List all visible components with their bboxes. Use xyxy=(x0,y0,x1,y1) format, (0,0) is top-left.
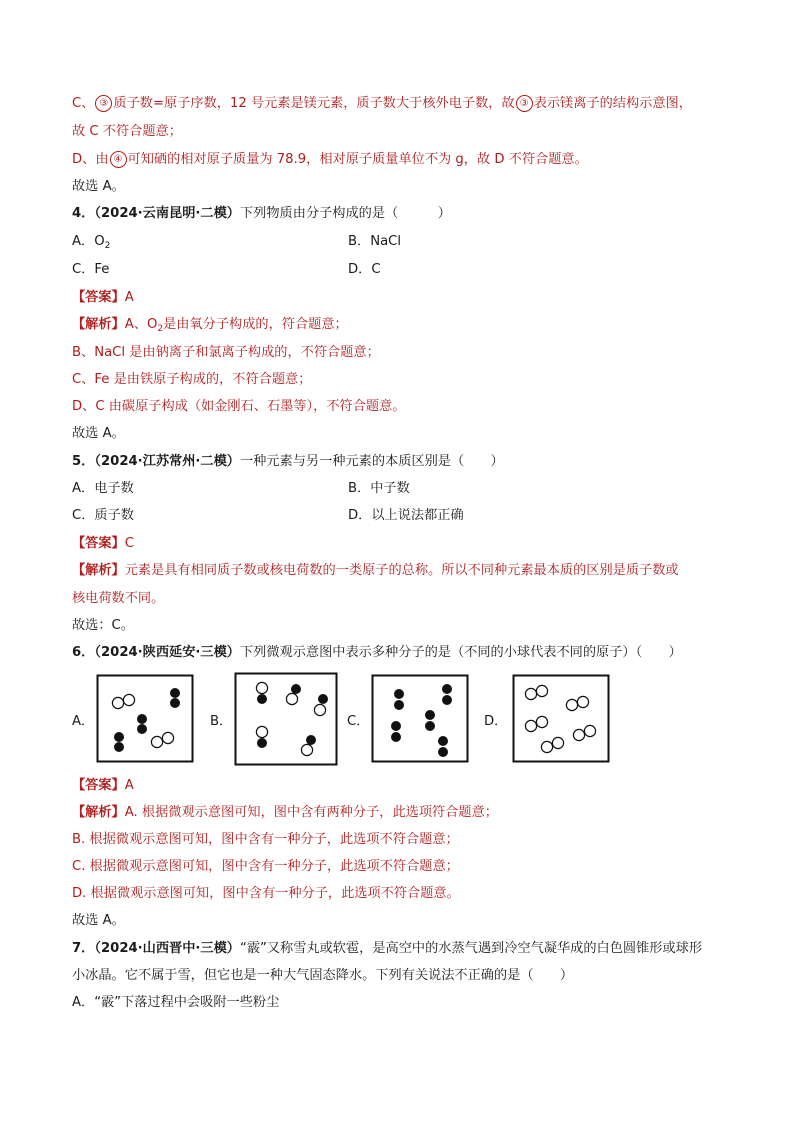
q4-answer: 【答案】A xyxy=(72,290,134,305)
q6-diagram-b xyxy=(234,672,338,766)
circled-three: ③ xyxy=(516,95,533,112)
q5-stem: 5．（2024·江苏常州·二模）一种元素与另一种元素的本质区别是（ ） xyxy=(72,454,504,469)
q4-analysis-line2: B、NaCl 是由钠离子和氯离子构成的，不符合题意； xyxy=(72,345,380,360)
prev-analysis-c-line2: 故 C 不符合题意； xyxy=(72,124,182,139)
q7-stem-line2: 小冰晶。它不属于雪，但它也是一种大气固态降水。下列有关说法不正确的是（ ） xyxy=(72,968,574,983)
q6-figure-c-label: C． xyxy=(347,714,370,729)
q6-analysis-line4: D. 根据微观示意图可知，图中含有一种分子，此选项不符合题意。 xyxy=(72,886,460,901)
q4-option-a: A．$O_2$ xyxy=(72,234,111,251)
q6-diagram-d xyxy=(512,674,610,764)
q6-answer: 【答案】A xyxy=(72,778,134,793)
q6-figure-b-label: B． xyxy=(210,714,233,729)
q5-option-c: C．质子数 xyxy=(72,508,134,523)
q5-option-d: D．以上说法都正确 xyxy=(348,508,464,523)
q4-analysis-line3: C、Fe 是由铁原子构成的，不符合题意； xyxy=(72,372,312,387)
circled-four: ④ xyxy=(110,151,127,168)
q5-option-a: A．电子数 xyxy=(72,481,134,496)
q7-option-a: A．“霰”下落过程中会吸附一些粉尘 xyxy=(72,995,280,1010)
q5-analysis-line2: 核电荷数不同。 xyxy=(72,591,165,606)
q6-analysis-line2: B. 根据微观示意图可知，图中含有一种分子，此选项不符合题意； xyxy=(72,832,459,847)
q6-figure-d xyxy=(484,674,614,764)
q6-analysis-line1: 【解析】A. 根据微观示意图可知，图中含有两种分子，此选项符合题意； xyxy=(72,805,498,820)
q6-figure-b xyxy=(210,674,340,764)
q6-stem: 6．（2024·陕西延安·三模）下列微观示意图中表示多种分子的是（不同的小球代表不同的原子）（ ） xyxy=(72,645,682,660)
q4-option-d: D．C xyxy=(348,262,381,277)
q6-analysis-line3: C. 根据微观示意图可知，图中含有一种分子，此选项不符合题意； xyxy=(72,859,459,874)
q6-figure-a xyxy=(72,674,197,764)
q4-analysis-line1: 【解析】A、$O_2$是由氧分子构成的，符合题意； xyxy=(72,317,348,334)
q6-diagram-a xyxy=(96,674,194,764)
circled-three: ③ xyxy=(95,95,112,112)
q5-analysis-line1: 【解析】元素是具有相同质子数或核电荷数的一类原子的总称。所以不同种元素最本质的区别是质子数或 xyxy=(72,563,679,578)
prev-analysis-d-line: D、由 ④ 可知硒的相对原子质量为 78.9，相对原子质量单位不为 g，故 D 不符合题意。 xyxy=(72,152,588,167)
q6-figure-c xyxy=(347,674,472,764)
q4-analysis-line4: D、C 由碳原子构成（如金刚石、石墨等），不符合题意。 xyxy=(72,399,406,414)
q4-option-c: C．Fe xyxy=(72,262,110,277)
prev-conclusion: 故选 A。 xyxy=(72,179,125,194)
q5-answer: 【答案】C xyxy=(72,536,134,551)
prev-analysis-c-line1: C、 ③ 质子数=原子序数，12 号元素是镁元素，质子数大于核外电子数，故 ③ 表示镁离子的结构示意图， xyxy=(72,96,692,111)
q6-figure-d-label: D． xyxy=(484,714,508,729)
q7-stem-line1: 7．（2024·山西晋中·三模）“霰”又称雪丸或软雹，是高空中的水蒸气遇到冷空气凝华成的白色圆锥形或球形 xyxy=(72,941,703,956)
q4-conclusion: 故选 A。 xyxy=(72,426,125,441)
q4-stem: 4．（2024·云南昆明·二模）下列物质由分子构成的是（ ） xyxy=(72,206,451,221)
q4-option-b: B．NaCl xyxy=(348,234,402,249)
q6-conclusion: 故选 A。 xyxy=(72,913,125,928)
q5-option-b: B．中子数 xyxy=(348,481,410,496)
q6-figure-a-label: A． xyxy=(72,714,95,729)
q5-conclusion: 故选：C。 xyxy=(72,618,134,633)
q6-diagram-c xyxy=(371,674,469,764)
